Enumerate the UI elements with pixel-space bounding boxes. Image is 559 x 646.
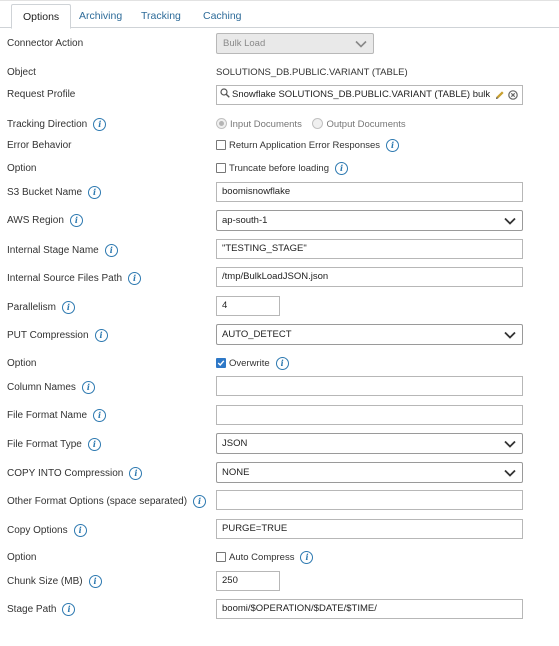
tab-options[interactable]: Options <box>11 4 71 29</box>
tab-tracking[interactable]: Tracking <box>141 10 181 22</box>
file-format-type-value: JSON <box>222 438 248 449</box>
connector-action-value: Bulk Load <box>223 38 266 49</box>
parallelism-label: Parallelism i <box>7 301 75 314</box>
info-icon[interactable]: i <box>300 551 313 564</box>
search-icon[interactable] <box>220 88 230 98</box>
check-icon <box>217 359 225 367</box>
info-icon[interactable]: i <box>128 272 141 285</box>
info-icon[interactable]: i <box>335 162 348 175</box>
aws-region-value: ap-south-1 <box>222 215 268 226</box>
auto-compress-label: Auto Compress <box>229 552 295 564</box>
chevron-down-icon <box>504 467 516 479</box>
info-icon[interactable]: i <box>129 467 142 480</box>
internal-source-files-path-input[interactable]: /tmp/BulkLoadJSON.json <box>216 267 523 287</box>
request-profile-label: Request Profile <box>7 89 76 100</box>
put-compression-select[interactable] <box>216 324 523 345</box>
stage-path-input[interactable]: boomi/$OPERATION/$DATE/$TIME/ <box>216 599 523 619</box>
error-behavior-label: Error Behavior <box>7 140 72 151</box>
info-icon[interactable]: i <box>193 495 206 508</box>
radio-input-documents[interactable] <box>216 118 227 129</box>
tab-archiving[interactable]: Archiving <box>79 10 123 22</box>
option-overwrite-label: Option <box>7 358 37 369</box>
file-format-type-label: File Format Type i <box>7 438 101 451</box>
copy-into-compression-label: COPY INTO Compression i <box>7 467 142 480</box>
info-icon[interactable]: i <box>386 139 399 152</box>
radio-input-documents-label: Input Documents <box>230 119 302 131</box>
copy-options-input[interactable]: PURGE=TRUE <box>216 519 523 539</box>
info-icon[interactable]: i <box>105 244 118 257</box>
aws-region-label: AWS Region i <box>7 214 83 227</box>
copy-into-compression-value: NONE <box>222 467 250 478</box>
truncate-option <box>216 162 348 175</box>
tracking-direction-radios <box>216 119 406 130</box>
truncate-label: Truncate before loading <box>229 163 329 175</box>
overwrite-checkbox[interactable] <box>216 358 226 368</box>
info-icon[interactable]: i <box>89 575 102 588</box>
object-value: SOLUTIONS_DB.PUBLIC.VARIANT (TABLE) <box>216 67 408 78</box>
internal-stage-name-input[interactable]: "TESTING_STAGE" <box>216 239 523 259</box>
info-icon[interactable]: i <box>82 381 95 394</box>
overwrite-option <box>216 357 289 370</box>
info-icon[interactable]: i <box>88 438 101 451</box>
aws-region-select[interactable] <box>216 210 523 231</box>
request-profile-value: Snowflake SOLUTIONS_DB.PUBLIC.VARIANT (TABLE) bulk <box>232 89 491 100</box>
error-behavior-option <box>216 139 399 152</box>
tracking-direction-label: Tracking Direction i <box>7 118 106 131</box>
connector-action-label: Connector Action <box>7 38 84 49</box>
info-icon[interactable]: i <box>88 186 101 199</box>
info-icon[interactable]: i <box>93 118 106 131</box>
info-icon[interactable]: i <box>74 524 87 537</box>
overwrite-label: Overwrite <box>229 358 270 370</box>
file-format-name-label: File Format Name i <box>7 409 106 422</box>
other-format-options-input[interactable] <box>216 490 523 510</box>
info-icon[interactable]: i <box>276 357 289 370</box>
column-names-label: Column Names i <box>7 381 95 394</box>
s3-bucket-name-label: S3 Bucket Name i <box>7 186 101 199</box>
truncate-checkbox[interactable] <box>216 163 226 173</box>
return-app-error-label: Return Application Error Responses <box>229 140 381 152</box>
parallelism-input[interactable]: 4 <box>216 296 280 316</box>
chunk-size-input[interactable]: 250 <box>216 571 280 591</box>
put-compression-value: AUTO_DETECT <box>222 329 292 340</box>
clear-icon[interactable] <box>508 90 518 100</box>
s3-bucket-name-input[interactable]: boomisnowflake <box>216 182 523 202</box>
tab-bar <box>0 0 559 28</box>
auto-compress-checkbox[interactable] <box>216 552 226 562</box>
file-format-type-select[interactable] <box>216 433 523 454</box>
chevron-down-icon <box>504 215 516 227</box>
chevron-down-icon <box>504 438 516 450</box>
info-icon[interactable]: i <box>70 214 83 227</box>
internal-source-files-path-label: Internal Source Files Path i <box>7 272 141 285</box>
info-icon[interactable]: i <box>93 409 106 422</box>
info-icon[interactable]: i <box>95 329 108 342</box>
option-auto-compress-label: Option <box>7 552 37 563</box>
other-format-options-label: Other Format Options (space separated) i <box>7 495 206 508</box>
option-truncate-label: Option <box>7 163 37 174</box>
stage-path-label: Stage Path i <box>7 603 75 616</box>
internal-stage-name-label: Internal Stage Name i <box>7 244 118 257</box>
info-icon[interactable]: i <box>62 301 75 314</box>
object-label: Object <box>7 67 36 78</box>
file-format-name-input[interactable] <box>216 405 523 425</box>
auto-compress-option <box>216 551 313 564</box>
copy-options-label: Copy Options i <box>7 524 87 537</box>
radio-output-documents-label: Output Documents <box>326 119 406 131</box>
connector-action-select <box>216 33 374 54</box>
chunk-size-label: Chunk Size (MB) i <box>7 575 102 588</box>
tab-caching[interactable]: Caching <box>203 10 242 22</box>
return-app-error-checkbox[interactable] <box>216 140 226 150</box>
chevron-down-icon <box>504 329 516 341</box>
pencil-icon[interactable] <box>495 90 505 100</box>
copy-into-compression-select[interactable] <box>216 462 523 483</box>
column-names-input[interactable] <box>216 376 523 396</box>
radio-output-documents[interactable] <box>312 118 323 129</box>
put-compression-label: PUT Compression i <box>7 329 108 342</box>
chevron-down-icon <box>355 38 367 50</box>
info-icon[interactable]: i <box>62 603 75 616</box>
request-profile-field[interactable] <box>216 85 523 105</box>
